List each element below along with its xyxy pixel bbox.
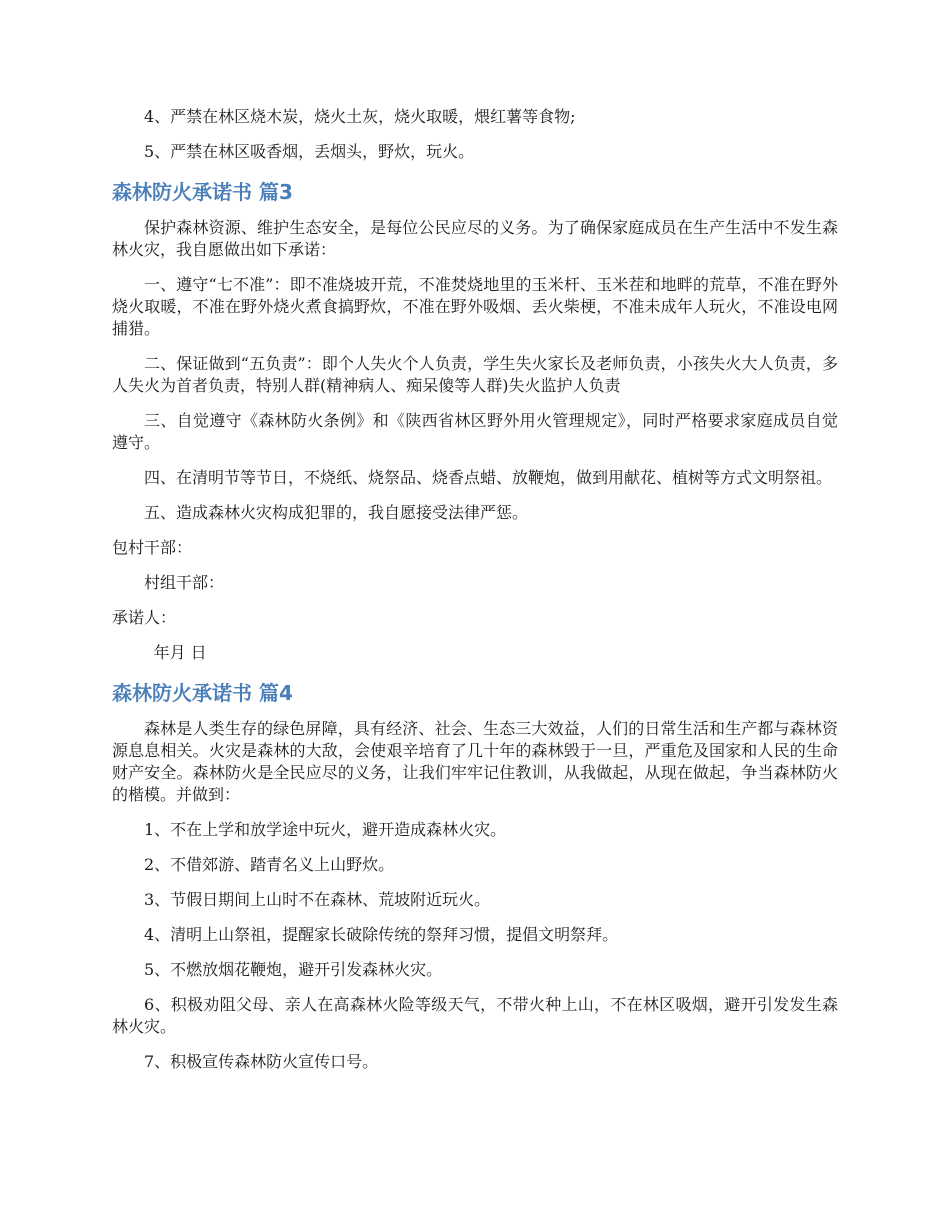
paragraph-pledge-4: 四、在清明节等节日，不烧纸、烧祭品、烧香点蜡、放鞭炮，做到用献花、植树等方式文明祭祖。: [144, 468, 833, 487]
paragraph-pledge-5: 五、造成森林火灾构成犯罪的，我自愿接受法律严惩。: [144, 503, 529, 522]
section-heading-3: 森林防火承诺书 篇3: [112, 180, 293, 204]
paragraph-intro-4: 森林是人类生存的绿色屏障，具有经济、社会、生态三大效益，人们的日常生活和生产都与森林资源息息相关。火灾是森林的大敌，会使艰辛培育了几十年的森林毁于一旦，严重危及国家和人民的生命财产安全。森林防火是全民应尽的义务，让我们牢牢记住教训，从我做起，从现在做起，争当森林防火的楷模。并做到：: [112, 719, 838, 804]
list-item-7: 7、积极宣传森林防火宣传口号。: [144, 1052, 379, 1071]
signature-village-cadre: 包村干部：: [112, 538, 193, 557]
signature-promiser: 承诺人：: [112, 608, 177, 627]
signature-group-cadre: 村组干部：: [144, 573, 225, 592]
list-item-2: 2、不借郊游、踏青名义上山野炊。: [144, 855, 395, 874]
signature-date: 年月 日: [153, 643, 207, 662]
list-item-3: 3、节假日期间上山时不在森林、荒坡附近玩火。: [144, 890, 491, 909]
list-item-4: 4、清明上山祭祖，提醒家长破除传统的祭拜习惯，提倡文明祭拜。: [144, 925, 619, 944]
paragraph-rule-4: 4、严禁在林区烧木炭，烧火土灰，烧火取暖，煨红薯等食物;: [144, 107, 576, 126]
list-item-1: 1、不在上学和放学途中玩火，避开造成森林火灾。: [144, 820, 507, 839]
paragraph-rule-5: 5、严禁在林区吸香烟，丢烟头，野炊，玩火。: [144, 142, 475, 161]
section-heading-4: 森林防火承诺书 篇4: [112, 681, 293, 705]
paragraph-intro-3: 保护森林资源、维护生态安全，是每位公民应尽的义务。为了确保家庭成员在生产生活中不发生森林火灾，我自愿做出如下承诺：: [112, 218, 838, 259]
list-item-5: 5、不燃放烟花鞭炮，避开引发森林火灾。: [144, 960, 443, 979]
paragraph-pledge-3: 三、自觉遵守《森林防火条例》和《陕西省林区野外用火管理规定》，同时严格要求家庭成员自觉遵守。: [112, 411, 838, 452]
list-item-6: 6、积极劝阻父母、亲人在高森林火险等级天气，不带火种上山，不在林区吸烟，避开引发发生森林火灾。: [112, 995, 838, 1036]
paragraph-pledge-2: 二、保证做到“五负责”：即个人失火个人负责，学生失火家长及老师负责，小孩失火大人负责，多人失火为首者负责，特别人群(精神病人、痴呆傻等人群)失火监护人负责: [112, 354, 838, 395]
paragraph-pledge-1: 一、遵守“七不准”：即不准烧坡开荒，不准焚烧地里的玉米杆、玉米茬和地畔的荒草，不准在野外烧火取暖，不准在野外烧火煮食搞野炊，不准在野外吸烟、丢火柴梗，不准未成年人玩火，不准设电网捕猎。: [112, 275, 838, 338]
